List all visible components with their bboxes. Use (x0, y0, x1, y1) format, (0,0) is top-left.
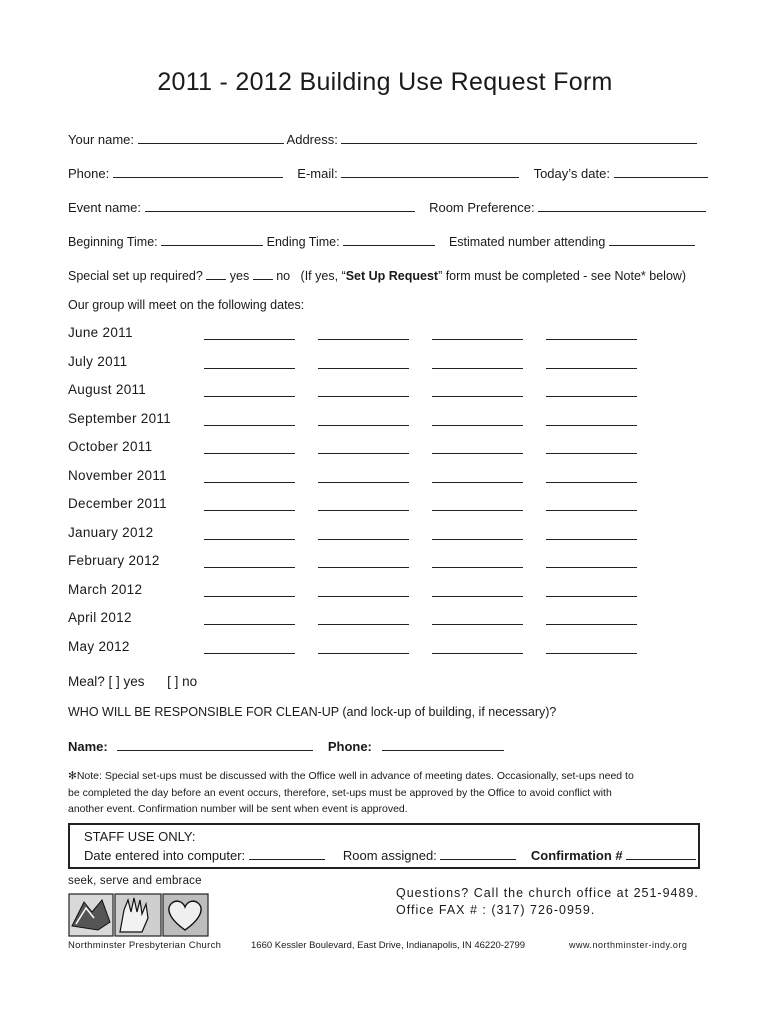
setup-no-field[interactable] (253, 267, 273, 280)
date-field[interactable] (546, 339, 637, 340)
ending-time-field[interactable] (343, 233, 435, 246)
date-field[interactable] (204, 453, 295, 454)
footer-church-name: Northminster Presbyterian Church (68, 940, 222, 951)
date-field[interactable] (432, 539, 523, 540)
month-label: September 2011 (68, 410, 172, 426)
date-field[interactable] (546, 482, 637, 483)
cleanup-name-field[interactable] (117, 738, 313, 751)
setup-no-label: no (276, 269, 291, 283)
date-field[interactable] (318, 539, 409, 540)
your-name-field[interactable] (138, 131, 284, 144)
date-entered-field[interactable] (249, 847, 325, 860)
setup-yes-label: yes (229, 269, 250, 283)
estimated-attending-label: Estimated number attending (448, 235, 606, 249)
logo-tagline: seek, serve and embrace (68, 875, 202, 887)
date-field[interactable] (432, 396, 523, 397)
date-field[interactable] (432, 368, 523, 369)
month-label: August 2011 (68, 382, 147, 397)
date-field[interactable] (318, 339, 409, 340)
event-room-row (68, 199, 706, 215)
todays-date-field[interactable] (614, 165, 708, 178)
month-row (68, 553, 688, 582)
date-field[interactable] (432, 624, 523, 625)
setup-yes-field[interactable] (206, 267, 226, 280)
setup-note (68, 768, 708, 818)
dates-heading: Our group will meet on the following dates: (68, 298, 305, 312)
date-field[interactable] (546, 596, 637, 597)
date-field[interactable] (318, 425, 409, 426)
date-field[interactable] (432, 567, 523, 568)
confirmation-field[interactable] (626, 847, 696, 860)
month-row (68, 439, 688, 468)
date-field[interactable] (546, 653, 637, 654)
date-field[interactable] (318, 596, 409, 597)
date-field[interactable] (318, 482, 409, 483)
setup-note-prefix: (If yes, “ (300, 269, 346, 283)
event-name-label: Event name: (68, 200, 141, 215)
cleanup-phone-field[interactable] (382, 738, 504, 751)
address-label: Address: (286, 132, 338, 147)
date-field[interactable] (204, 624, 295, 625)
phone-label: Phone: (68, 166, 110, 181)
meal-no-checkbox[interactable]: [ ] no (167, 674, 198, 689)
month-label: June 2011 (68, 325, 133, 340)
month-label: November 2011 (68, 467, 167, 483)
date-field[interactable] (204, 339, 295, 340)
staff-use-heading: STAFF USE ONLY: (84, 829, 196, 844)
date-field[interactable] (318, 567, 409, 568)
date-field[interactable] (204, 596, 295, 597)
confirmation-label: Confirmation # (530, 848, 623, 863)
beginning-time-field[interactable] (161, 233, 263, 246)
meal-label: Meal? (68, 674, 105, 689)
date-field[interactable] (318, 510, 409, 511)
setup-note-suffix: ” form must be completed - see Note* below) (438, 269, 687, 283)
address-field[interactable] (341, 131, 697, 144)
month-row (68, 496, 688, 525)
beginning-time-label: Beginning Time: (68, 235, 158, 249)
month-label: July 2011 (68, 353, 128, 369)
room-assigned-field[interactable] (440, 847, 516, 860)
month-row (68, 325, 688, 354)
questions-line: Questions? Call the church office at 251-9489. (396, 886, 699, 900)
date-field[interactable] (204, 539, 295, 540)
month-label: December 2011 (68, 496, 167, 511)
form-title: 2011 - 2012 Building Use Request Form (157, 68, 613, 96)
month-row (68, 610, 688, 639)
meal-yes-checkbox[interactable]: [ ] yes (108, 674, 145, 689)
date-field[interactable] (546, 453, 637, 454)
church-logo-icon (68, 892, 210, 938)
date-field[interactable] (432, 510, 523, 511)
month-row (68, 354, 688, 383)
date-field[interactable] (432, 453, 523, 454)
email-label: E-mail: (297, 166, 338, 181)
note-line (68, 768, 708, 785)
date-field[interactable] (204, 510, 295, 511)
date-field[interactable] (204, 653, 295, 654)
cleanup-row (68, 738, 504, 754)
email-field[interactable] (341, 165, 519, 178)
setup-row (68, 267, 686, 283)
cleanup-name-label: Name: (68, 739, 108, 754)
room-preference-label: Room Preference: (429, 200, 535, 215)
date-field[interactable] (318, 453, 409, 454)
date-field[interactable] (318, 653, 409, 654)
ending-time-label: Ending Time: (266, 235, 340, 249)
contact-info (396, 885, 699, 919)
date-field[interactable] (546, 624, 637, 625)
month-row (68, 639, 688, 668)
your-name-label: Your name: (68, 132, 135, 147)
month-label: January 2012 (68, 524, 154, 540)
date-field[interactable] (432, 653, 523, 654)
date-field[interactable] (204, 368, 295, 369)
month-label: October 2011 (68, 439, 153, 454)
date-field[interactable] (432, 425, 523, 426)
phone-email-row (68, 165, 708, 181)
setup-question: Special set up required? (68, 269, 203, 283)
month-row (68, 582, 688, 611)
event-name-field[interactable] (145, 199, 415, 212)
date-field[interactable] (546, 510, 637, 511)
date-field[interactable] (318, 624, 409, 625)
date-field[interactable] (546, 539, 637, 540)
month-label: March 2012 (68, 581, 143, 597)
month-row (68, 382, 688, 411)
times-row (68, 233, 695, 249)
date-field[interactable] (204, 482, 295, 483)
month-label: May 2012 (68, 638, 130, 654)
date-field[interactable] (546, 567, 637, 568)
date-field[interactable] (432, 339, 523, 340)
date-field[interactable] (432, 482, 523, 483)
date-field[interactable] (432, 596, 523, 597)
date-entered-label: Date entered into computer: (84, 848, 246, 863)
note-line-1: Note: Special set-ups must be discussed with the Office well in advance of meeting dates. Occasionally, set-ups need to (76, 770, 634, 782)
date-field[interactable] (318, 396, 409, 397)
cleanup-question: WHO WILL BE RESPONSIBLE FOR CLEAN-UP (and lock-up of building, if necessary)? (68, 705, 557, 719)
month-label: April 2012 (68, 610, 132, 625)
name-address-row (68, 131, 697, 147)
todays-date-label: Today’s date: (533, 166, 610, 181)
room-preference-field[interactable] (538, 199, 706, 212)
staff-use-row (84, 847, 696, 863)
asterisk-icon: ✻ (68, 770, 77, 782)
room-assigned-label: Room assigned: (342, 848, 437, 863)
meal-row (68, 674, 197, 689)
month-row (68, 468, 688, 497)
month-label: February 2012 (68, 553, 160, 568)
date-field[interactable] (204, 567, 295, 568)
note-line-3: another event. Confirmation number will be sent when event is approved. (68, 803, 408, 815)
month-date-grid (68, 325, 688, 667)
estimated-attending-field[interactable] (609, 233, 695, 246)
staff-use-box (68, 823, 700, 869)
cleanup-phone-label: Phone: (327, 739, 372, 754)
date-field[interactable] (546, 396, 637, 397)
phone-field[interactable] (113, 165, 283, 178)
footer-address: 1660 Kessler Boulevard, East Drive, Indianapolis, IN 46220-2799 (251, 940, 526, 951)
footer-website[interactable]: www.northminster-indy.org (569, 940, 688, 950)
date-field[interactable] (318, 368, 409, 369)
date-field[interactable] (546, 368, 637, 369)
month-row (68, 525, 688, 554)
date-field[interactable] (204, 396, 295, 397)
month-row (68, 411, 688, 440)
date-field[interactable] (546, 425, 637, 426)
date-field[interactable] (204, 425, 295, 426)
fax-line: Office FAX # : (317) 726-0959. (396, 903, 596, 917)
setup-request-form-name: Set Up Request (345, 269, 439, 283)
note-line-2: be completed the day before an event occurs, therefore, set-ups must be approved by the Office to avoid conflict with (68, 786, 612, 799)
